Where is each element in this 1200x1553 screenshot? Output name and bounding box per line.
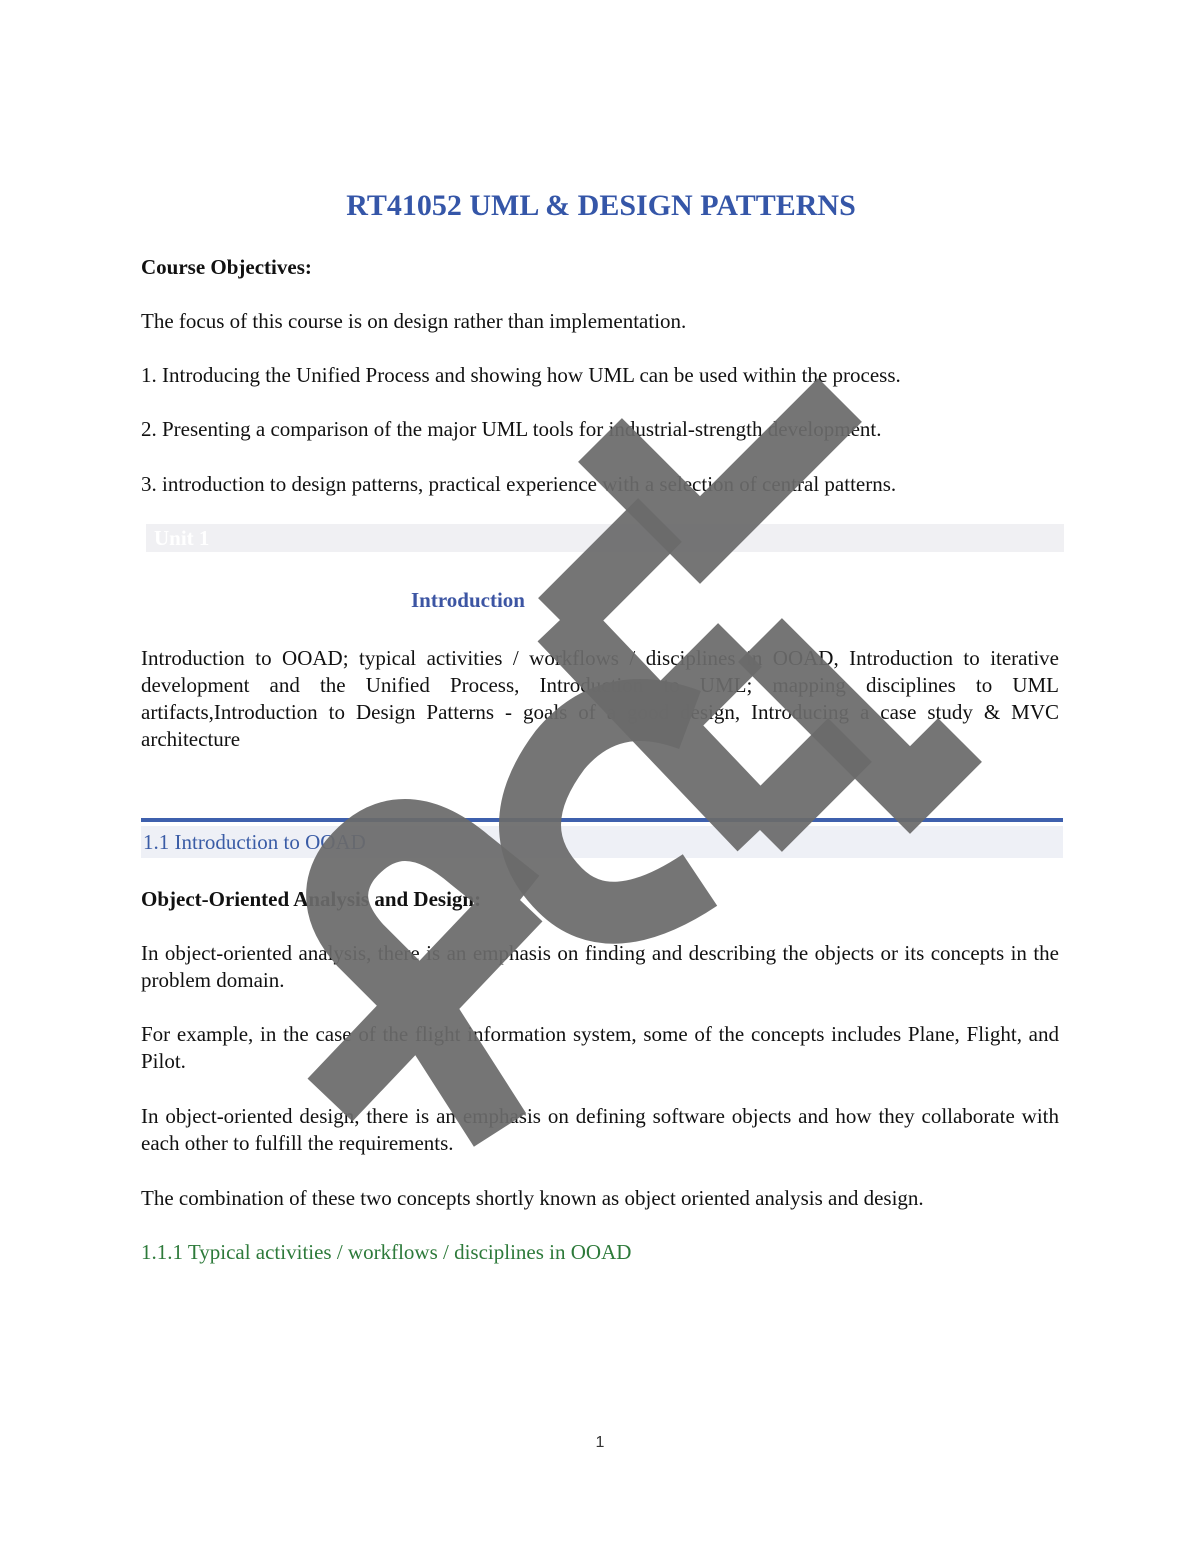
body-paragraph: In object-oriented design, there is an emphasis on defining software objects and how they collaborate with each other to fulfill the requirements. (141, 1104, 1059, 1155)
focus-statement: The focus of this course is on design rather than implementation. (141, 309, 687, 333)
unit-banner (146, 524, 1064, 552)
unit-label: Unit 1 (154, 526, 210, 550)
objective-item: 3. introduction to design patterns, practical experience with a selection of central patterns. (141, 472, 897, 496)
body-paragraph: The combination of these two concepts shortly known as object oriented analysis and design. (141, 1186, 924, 1210)
section-banner (141, 826, 1063, 858)
objective-item: 2. Presenting a comparison of the major UML tools for industrial-strength development. (141, 417, 882, 441)
body-paragraph: For example, in the case of the flight information system, some of the concepts includes Plane, Flight, and Pilot. (141, 1022, 1059, 1073)
unit-heading: Introduction (411, 588, 525, 612)
section-divider (141, 818, 1063, 822)
subsection-heading: 1.1.1 Typical activities / workflows / disciplines in OOAD (141, 1240, 632, 1264)
objective-item: 1. Introducing the Unified Process and showing how UML can be used within the process. (141, 363, 901, 387)
unit-summary: Introduction to OOAD; typical activities / workflows / disciplines in OOAD, Introduction to iterative development and the Unified Process, Introduction to UML; mapping disciplines to UML artifacts,Introduction to Design Patterns - goals of a good design, Introducing a case study & MVC architecture (141, 646, 1059, 751)
section-heading: 1.1 Introduction to OOAD (143, 830, 366, 854)
course-objectives-heading: Course Objectives: (141, 255, 312, 279)
ooad-heading: Object-Oriented Analysis and Design: (141, 887, 482, 911)
document-title: RT41052 UML & DESIGN PATTERNS (346, 189, 856, 222)
body-paragraph: In object-oriented analysis, there is an emphasis on finding and describing the objects or its concepts in the problem domain. (141, 941, 1059, 992)
page-number: 1 (595, 1434, 605, 1451)
